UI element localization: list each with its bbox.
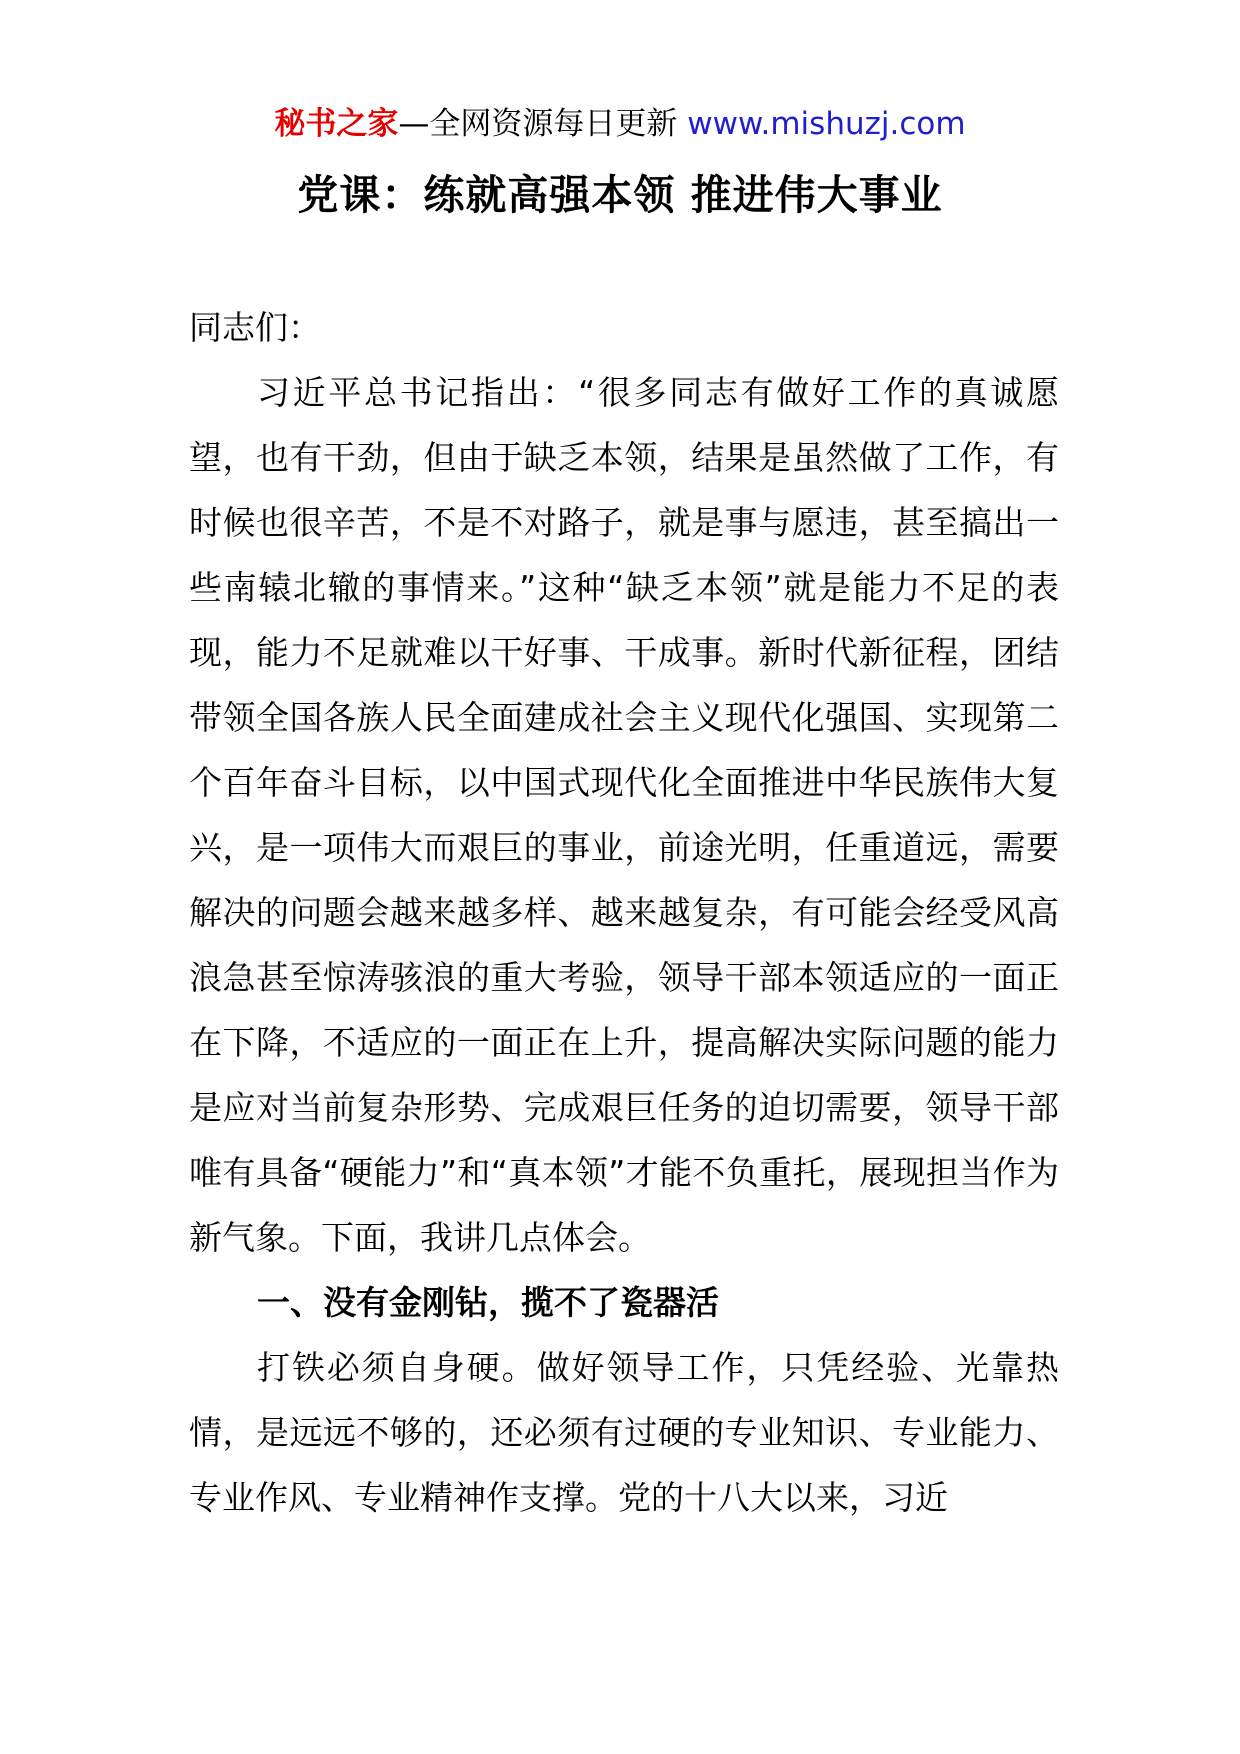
header-tagline: —全网资源每日更新: [398, 106, 678, 142]
section-paragraph: 打铁必须自身硬。做好领导工作，只凭经验、光靠热情，是远远不够的，还必须有过硬的专业知识、专业能力、专业作风、专业精神作支撑。党的十八大以来，习近: [189, 1348, 1059, 1517]
document-title: 党课：练就高强本领 推进伟大事业: [297, 171, 943, 219]
greeting: 同志们：: [189, 308, 321, 347]
document-body: [189, 295, 1059, 1530]
brand-name: 秘书之家: [274, 106, 399, 142]
site-url-link[interactable]: www.mishuzj.com: [687, 106, 966, 142]
body-paragraph: 习近平总书记指出：“很多同志有做好工作的真诚愿望，也有干劲，但由于缺乏本领，结果是虽然做了工作，有时候也很辛苦，不是不对路子，就是事与愿违，甚至搞出一些南辕北辙的事情来。”这种“缺乏本领”就是能力不足的表现，能力不足就难以干好事、干成事。新时代新征程，团结带领全国各族人民全面建成社会主义现代化强国、实现第二个百年奋斗目标，以中国式现代化全面推进中华民族伟大复兴，是一项伟大而艰巨的事业，前途光明，任重道远，需要解决的问题会越来越多样、越来越复杂，有可能会经受风高浪急甚至惊涛骇浪的重大考验，领导干部本领适应的一面正在下降，不适应的一面正在上升，提高解决实际问题的能力是应对当前复杂形势、完成艰巨任务的迫切需要，领导干部唯有具备“硬能力”和“真本领”才能不负重托，展现担当作为新气象。下面，我讲几点体会。: [189, 373, 1059, 1257]
site-header: [0, 100, 1240, 148]
section-heading: 一、没有金刚钻，揽不了瓷器活: [257, 1283, 719, 1322]
